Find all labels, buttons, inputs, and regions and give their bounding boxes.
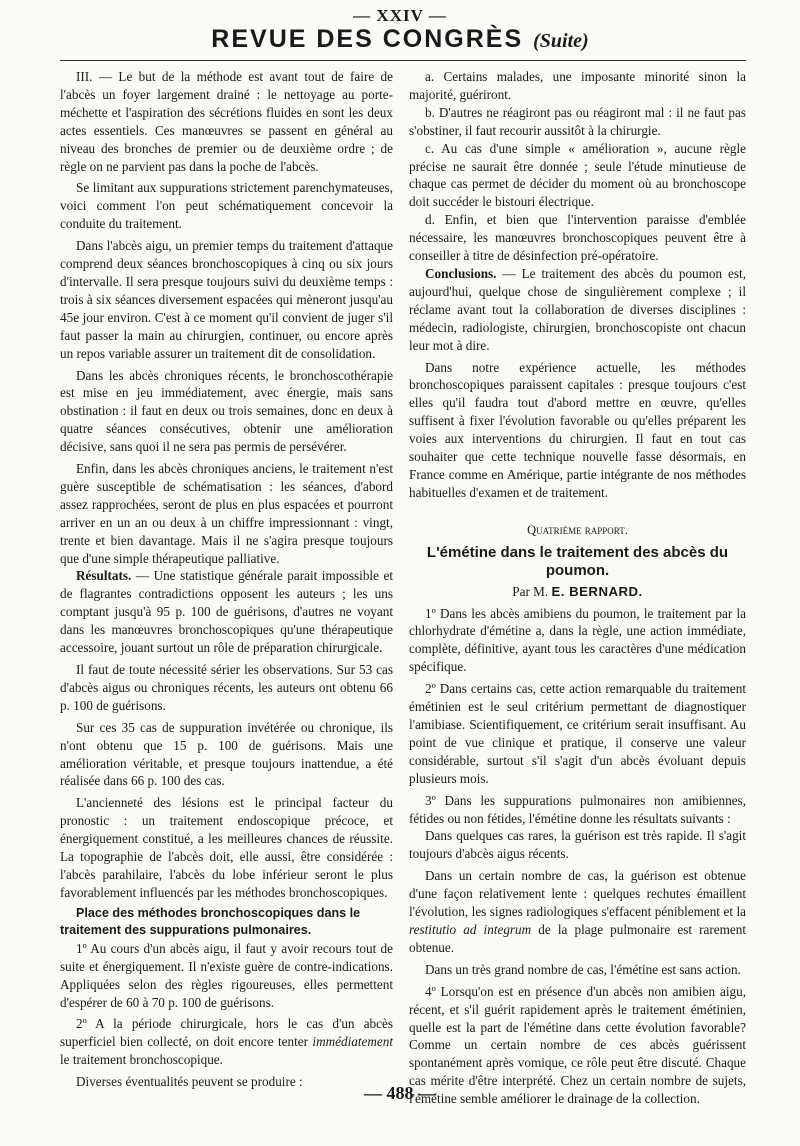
paragraph: Diverses éventualités peuvent se produire : — [76, 1074, 303, 1090]
results-heading: Résultats. — [76, 568, 132, 584]
title-suffix: (Suite) — [533, 30, 589, 52]
paragraph: 1º Dans les abcès amibiens du poumon, le traitement par la chlorhydrate d'émétine a, dans la règle, une action immédiate, complète, définitive, ayant tous les caractères d'une médication spécifique. — [409, 605, 746, 675]
report-label: Quatrième rapport. — [527, 522, 628, 537]
conclusions-paragraph — [409, 265, 746, 355]
paragraph: Enfin, dans les abcès chroniques anciens, le traitement n'est guère susceptible de schématisation : les séances, d'abord assez rapprochées, seront de plus en plus espacées et pourront arriver en un an ou deux à un chiffre impressionnant : vingt, trente et bien davantage. Mais il ne s'agira presque toujours que d'une simple thérapeutique palliative. — [60, 461, 393, 566]
author-name: E. BERNARD. — [551, 583, 643, 599]
emphasis: immédiatement — [312, 1034, 393, 1050]
conclusions-heading: Conclusions. — [425, 265, 497, 281]
page-title — [0, 25, 800, 54]
section-heading: Place des méthodes bronchoscopiques dans le traitement des suppurations pulmonaires. — [60, 905, 361, 937]
paragraph: Dans les abcès chroniques récents, le bronchoscothérapie est mise en jeu immédiatement, avec énergie, mais sans obstination : il faut en deux ou trois semaines, donc en deux à quatre séances consécutives, obtenir une amélioration décisive, sans quoi il ne sera pas permis de persévérer. — [60, 367, 393, 455]
paragraph: 1º Au cours d'un abcès aigu, il faut y avoir recours tout de suite et énergiquement. Il n'existe guère de contre-indications. Appliquées selon des règles rigoureuses, elles permettent d'espérer de 60 à 70 p. 100 de guérisons. — [60, 940, 393, 1010]
emphasis: restitutio ad integrum — [409, 921, 532, 937]
text-run: Dans un certain nombre de cas, la guérison est obtenue d'une façon relativement lente : quelques rechutes émaillent l'évolution, les signes radiologiques s'effacent péniblement et la — [409, 868, 746, 920]
list-item: c. Au cas d'une simple « amélioration », aucune règle précise ne saurait être donnée ; seule l'étude minutieuse de chaque cas permet de décider du moment où au bronchoscope doit succéder le bistouri électrique. — [409, 140, 746, 210]
article-title: L'émétine dans le traitement des abcès du poumon. — [426, 543, 729, 579]
results-paragraph — [60, 567, 393, 657]
paragraph: 2º Dans certains cas, cette action remarquable du traitement émétinien est le seul critérium permettant de diagnostiquer l'amibiase. Scientifiquement, ce critérium serait insuffisant. Au point de vue clinique et pratique, il conserve une valeur considérable, surtout s'il s'agit d'un abcès évoluant depuis plusieurs mois. — [409, 681, 746, 786]
paragraph: III. — Le but de la méthode est avant tout de faire de l'abcès un foyer largement drainé : le nettoyage au porte-méchette et l'aspiration des sécrétions fluides en sont les deux actes essentiels. Ces manœuvres se passent en général au niveau des bronches de premier ou de deuxième ordre ; de règle on ne parvient pas dans la poche de l'abcès. — [60, 69, 393, 174]
text-run: le traitement bronchoscopique. — [60, 1052, 223, 1068]
paragraph: 4º Lorsqu'on est en présence d'un abcès non amibien aigu, récent, et s'il guérit rapidement après le traitement émétinien, quelle est la part de l'émétine dans cette évolution favorable? Comme un certain nombre de ces abcès guérissent spontanément après vomique, ce rôle peut être discuté. Chaque cas mérite d'être interprété. Chez un certain nombre de sujets, l'émétine semble améliorer le drainage de la collection. — [409, 983, 746, 1107]
list-item: d. Enfin, et bien que l'intervention paraisse d'emblée nécessaire, les manœuvres bronchoscopiques peuvent être à conseiller à titre de désinfection pré-opératoire. — [409, 212, 746, 264]
paragraph: L'ancienneté des lésions est le principal facteur du pronostic : un traitement endoscopique précoce, et énergiquement constitué, a les meilleures chances de réussite. La topographie de l'abcès doit, elle aussi, être considérée : l'abcès parahilaire, l'abcès du lobe inférieur seront le plus favorablement influencés par les méthodes bronchoscopiques. — [60, 795, 393, 900]
byline-prefix: Par M. — [512, 583, 552, 599]
paragraph: Sur ces 35 cas de suppuration invétérée ou chronique, ils n'ont obtenu que 15 p. 100 de guérisons. Mais une amélioration véritable, et presque toujours inattendue, a été réalisée dans 66 p. 100 des cas. — [60, 719, 393, 789]
paragraph: Dans l'abcès aigu, un premier temps du traitement d'attaque comprend deux séances bronchoscopiques à cinq ou six jours d'intervalle. Il sera presque toujours suivi du deuxième temps : trois à six séances diversement espacées qui mèneront jusqu'au 45e jour environ. C'est à ce moment qu'il convient de juger s'il faut passer la main au chirurgien, continuer, ou encore après un repos variable assurer un traitement dit de consolidation. — [60, 238, 393, 361]
page-folio: — XXIV — — [353, 6, 447, 25]
paragraph — [60, 1015, 393, 1069]
list-item: a. Certains malades, une imposante minorité sinon la majorité, guériront. — [409, 69, 746, 102]
paragraph: 3º Dans les suppurations pulmonaires non amibiennes, fétides ou non fétides, l'émétine donne les résultats suivants : — [409, 792, 746, 826]
text-run: de la plage pulmonaire est rarement obtenue. — [409, 921, 746, 955]
journal-title: REVUE DES CONGRÈS — [211, 25, 524, 53]
byline — [409, 583, 746, 601]
page-number: — 488 — — [364, 1083, 436, 1103]
paragraph: Dans un très grand nombre de cas, l'émétine est sans action. — [425, 961, 741, 977]
header-rule — [60, 60, 746, 61]
right-column — [409, 68, 746, 1108]
list-item: b. D'autres ne réagiront pas ou réagiront mal : il ne faut pas s'obstiner, il faut recourir aussitôt à la chirurgie. — [409, 104, 746, 138]
text-run: 2º A la période chirurgicale, hors le cas d'un abcès superficiel bien collecté, on doit encore tenter — [60, 1016, 393, 1050]
paragraph: Il faut de toute nécessité sérier les observations. Sur 53 cas d'abcès aigus ou chroniques récents, les auteurs ont obtenu 66 p. 100 de guérisons. — [60, 662, 393, 713]
paragraph — [409, 867, 746, 957]
results-text: — Une statistique générale parait impossible et de flagrantes contradictions opposent les auteurs ; les uns comptant jusqu'à 95 p. 100 de guérisons, d'autres ne voyant dans les manœuvres bronchoscopiques qu'une thérapeutique accessoire, jouant surtout un rôle de préparation chirurgicale. — [60, 568, 393, 656]
conclusions-text: — Le traitement des abcès du poumon est, aujourd'hui, quelque chose de singulièrement complexe ; il réclame avant tout la collaboration de diverses disciplines : médecin, radiologiste, chirurgien, bronchoscopiste ont chacun leur mot à dire. — [409, 265, 746, 353]
paragraph: Dans quelques cas rares, la guérison est très rapide. Il s'agit toujours d'abcès aigus récents. — [409, 828, 746, 862]
paragraph: Dans notre expérience actuelle, les méthodes bronchoscopiques paraissent capitales : presque toujours c'est elles qu'il faudra tout d'abord mettre en œuvre, qu'elles suffisent à fixer l'évolution favorable ou qu'elles préparent les voies aux interventions du chirurgien. Il faut en tout cas souhaiter que cette technique nouvelle fasse désormais, en France comme en Amérique, partie intégrante de nos méthodes habituelles d'examen et de traitement. — [409, 359, 746, 500]
paragraph: Se limitant aux suppurations strictement parenchymateuses, voici comment l'on peut schématiquement concevoir la conduite du traitement. — [60, 180, 393, 232]
left-column — [60, 68, 393, 1091]
